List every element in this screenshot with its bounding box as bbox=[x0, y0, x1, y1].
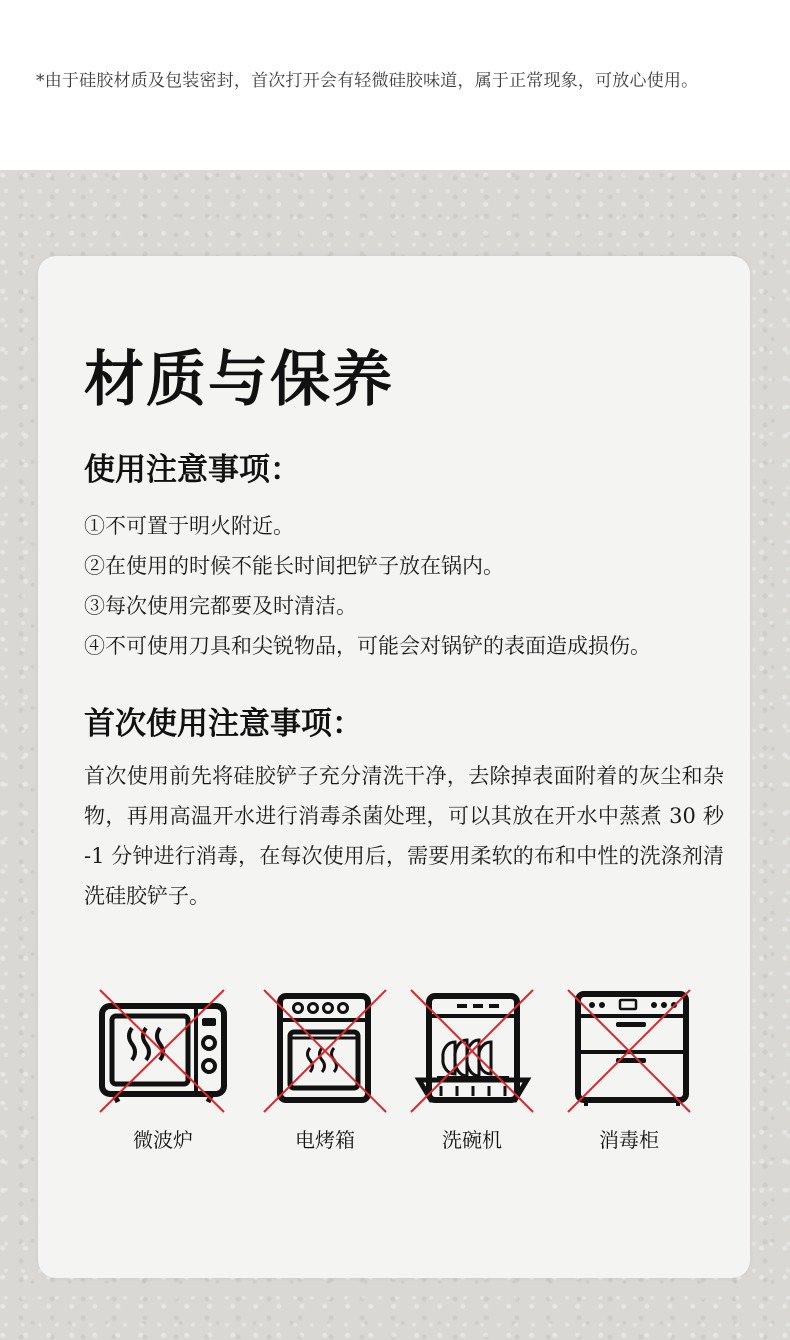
usage-notes-list bbox=[84, 506, 744, 666]
oven-icon bbox=[250, 986, 400, 1116]
appliance-dishwasher bbox=[397, 986, 547, 1166]
appliance-oven bbox=[250, 986, 400, 1166]
usage-notes-title: 使用注意事项： bbox=[84, 452, 301, 488]
appliance-label: 洗碗机 bbox=[442, 1128, 502, 1152]
appliance-label: 消毒柜 bbox=[599, 1128, 659, 1152]
appliance-microwave bbox=[88, 986, 238, 1166]
list-item: ③每次使用完都要及时清洁。 bbox=[84, 594, 357, 618]
list-item: ①不可置于明火附近。 bbox=[84, 514, 294, 538]
top-note-section bbox=[0, 0, 790, 170]
dishwasher-icon bbox=[397, 986, 547, 1116]
microwave-icon bbox=[88, 986, 238, 1116]
sterilizer-cabinet-icon bbox=[554, 986, 704, 1116]
page-title: 材质与保养 bbox=[84, 345, 394, 415]
appliance-label: 电烤箱 bbox=[295, 1128, 355, 1152]
first-use-text: 首次使用前先将硅胶铲子充分清洗干净，去除掉表面附着的灰尘和杂物，再用高温开水进行消毒杀菌处理，可以其放在开水中蒸煮 30 秒 -1 分钟进行消毒，在每次使用后，需要用柔软的布和中性的洗涤剂清洗硅胶铲子。 bbox=[84, 764, 724, 908]
first-use-title: 首次使用注意事项： bbox=[84, 706, 363, 742]
appliance-sterilizer bbox=[554, 986, 704, 1166]
top-note-text: *由于硅胶材质及包装密封，首次打开会有轻微硅胶味道，属于正常现象，可放心使用。 bbox=[36, 71, 699, 91]
list-item: ④不可使用刀具和尖锐物品，可能会对锅铲的表面造成损伤。 bbox=[84, 634, 651, 658]
list-item: ②在使用的时候不能长时间把铲子放在锅内。 bbox=[84, 554, 504, 578]
appliance-label: 微波炉 bbox=[133, 1128, 193, 1152]
